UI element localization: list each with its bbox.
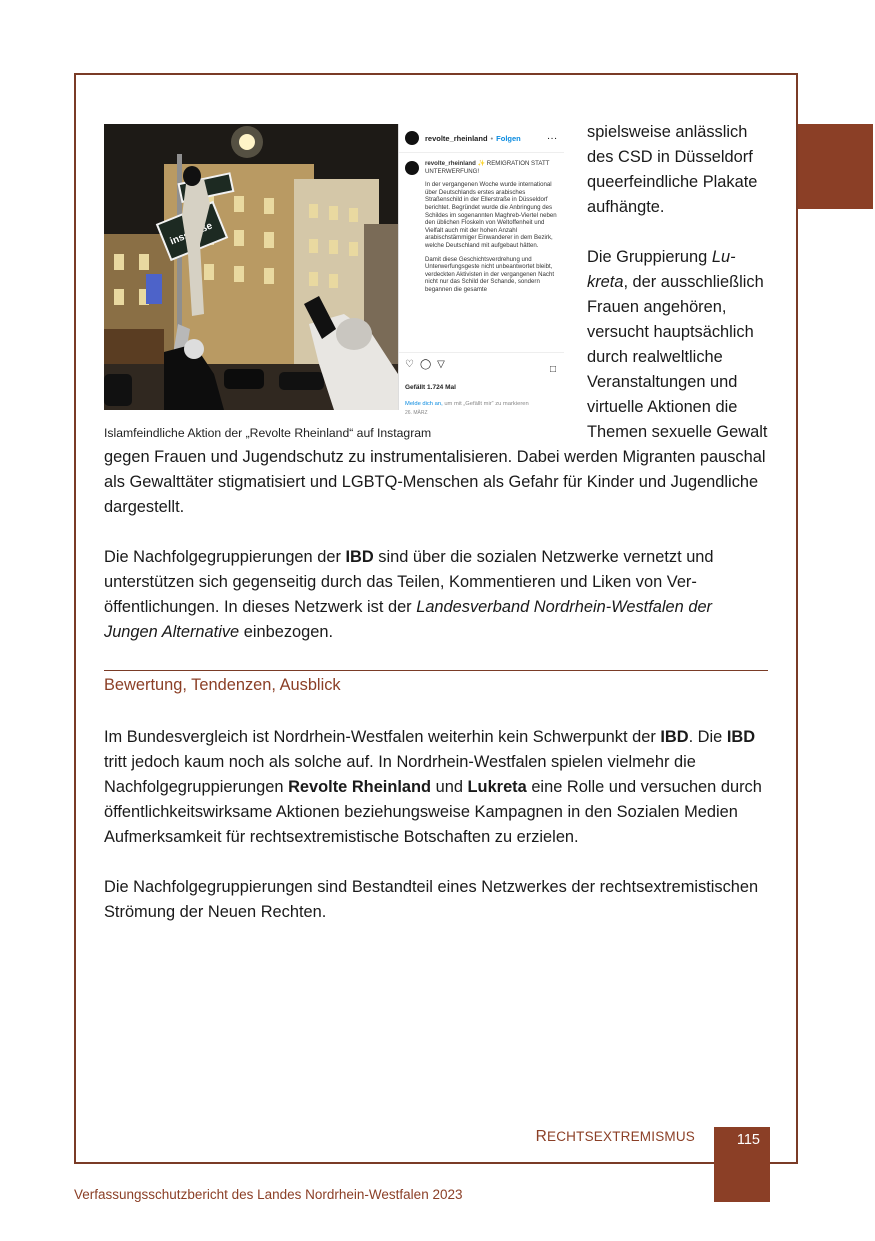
text: Die Nachfolgegruppierungen der — [104, 548, 346, 566]
caption-paragraph: In der vergangenen Woche wurde international über Deutschlands erstes arabisches Straßenschild in der Ellerstraße in Düsseldorf berichtet. Begründet wurde die Anbringung des Schildes im sogenannten Maghreb-Viertel neben den üblichen Floskeln von Weltoffenheit und Vielfalt auch mit der hohen Anzahl arabischstämmiger Einwanderer in dem Bezirk, welche Deutschland mit aufgebaut hätten. — [425, 181, 557, 249]
likes-count: Gefällt 1.724 Mal — [405, 384, 456, 391]
text: eine Rolle und versuchen durch öffentlichkeitswirksame Aktionen beziehungsweise Kampagnen in den Sozialen Medien Aufmerksamkeit für rechtsextremistische Botschaften zu erzielen. — [104, 778, 762, 846]
paragraph — [104, 545, 768, 645]
caption-paragraph: Damit diese Geschichtsverdrehung und Unterwerfungsgeste nicht unbeantwortet bleibt, verdeckten Aktivisten in der vergangenen Nacht nicht nur das Schild der Schande, sondern begannen die gesamte — [425, 255, 555, 293]
figure-caption: Islamfeindliche Aktion der „Revolte Rheinland“ auf Instagram — [104, 426, 432, 440]
login-prompt-text: um mit „Gefällt mir“ zu markieren — [442, 401, 529, 407]
chapter-side-tab — [798, 124, 873, 209]
strong: IBD — [345, 548, 374, 566]
section-divider — [104, 670, 768, 671]
paragraph: spielsweise anlässlich des CSD in Düsseldorf queerfeindliche Plakate aufhängte. — [587, 123, 758, 216]
paragraph — [104, 725, 768, 850]
login-link[interactable]: Melde dich an, — [405, 401, 443, 407]
text: . Die — [688, 728, 727, 746]
page-footer: Verfassungsschutzbericht des Landes Nordrhein-Westfalen 2023 — [74, 1187, 463, 1202]
instagram-header — [399, 124, 564, 153]
text: tritt jedoch kaum noch als solche auf. In Nordrhein-Westfalen spielen vielmehr die Nachfolgegruppierungen — [104, 753, 696, 796]
caption-headline — [425, 160, 558, 175]
caption-headline-text: ✨ REMIGRATION STATT UNTERWERFUNG! — [425, 160, 550, 175]
more-options-icon[interactable]: ··· — [547, 133, 558, 143]
emphasis: Lukreta — [587, 248, 736, 291]
text: , der ausschließlich Frauen angehören, versucht hauptsächlich durch realweltliche Veranstaltungen und virtuelle Aktionen die Themen sexuelle Gewalt gegen Frauen und Jugendschutz zu instrumentalisieren. Dabei werden Migranten pauschal als Gewalttäter stigmatisiert und LGBTQ-Menschen als Gefahr für Kinder und Jugendliche dargestellt. — [104, 273, 768, 516]
instagram-caption-text — [425, 160, 558, 352]
runner-initial: R — [535, 1128, 548, 1145]
separator-dot: • — [490, 133, 494, 143]
strong: Revolte Rheinland — [288, 778, 432, 796]
instagram-post — [398, 124, 564, 416]
follow-button[interactable]: Folgen — [496, 133, 521, 143]
page-number: 115 — [714, 1127, 770, 1202]
instagram-caption-area — [399, 153, 564, 352]
instagram-username[interactable]: revolte_rheinland — [425, 133, 488, 143]
instagram-actions — [399, 352, 564, 417]
figure-image — [104, 124, 563, 416]
heart-icon[interactable]: ♡ — [405, 358, 414, 370]
caption-username[interactable]: revolte_rheinland — [425, 160, 476, 167]
bookmark-icon[interactable]: □ — [549, 364, 556, 375]
strong: IBD — [726, 728, 756, 746]
figure — [104, 120, 564, 441]
avatar[interactable] — [405, 161, 419, 175]
text: und — [431, 778, 468, 796]
running-header — [536, 1128, 695, 1146]
share-icon[interactable]: ▽ — [437, 358, 445, 370]
paragraph: Die Nachfolgegruppierungen sind Bestandteil eines Netzwerkes der rechtsextremistischen Strömung der Neuen Rechten. — [104, 878, 759, 921]
text: Im Bundesvergleich ist Nordrhein-Westfalen weiterhin kein Schwerpunkt der — [104, 728, 661, 746]
text: einbezogen. — [239, 623, 334, 641]
main-content — [104, 120, 768, 950]
strong: IBD — [660, 728, 689, 746]
avatar[interactable] — [405, 131, 419, 145]
text: Die Gruppierung — [587, 248, 712, 266]
emphasis: Landesverband Nordrhein-Westfalen der Jungen Alternative — [104, 598, 713, 641]
runner-rest: ECHTSEXTREMISMUS — [547, 1129, 695, 1144]
post-date: 26. MÄRZ — [405, 410, 428, 416]
strong: Lukreta — [467, 778, 527, 796]
text: sind über die sozialen Netzwerke vernetzt und unterstützen sich gegenseitig durch das Teilen, Kommentieren und Liken von Veröffentlichungen. In dieses Netzwerk ist der — [104, 548, 714, 616]
comment-icon[interactable]: ◯ — [419, 358, 432, 370]
street-scene-photo — [104, 124, 398, 410]
login-prompt — [405, 392, 529, 417]
section-heading: Bewertung, Tendenzen, Ausblick — [104, 676, 341, 694]
